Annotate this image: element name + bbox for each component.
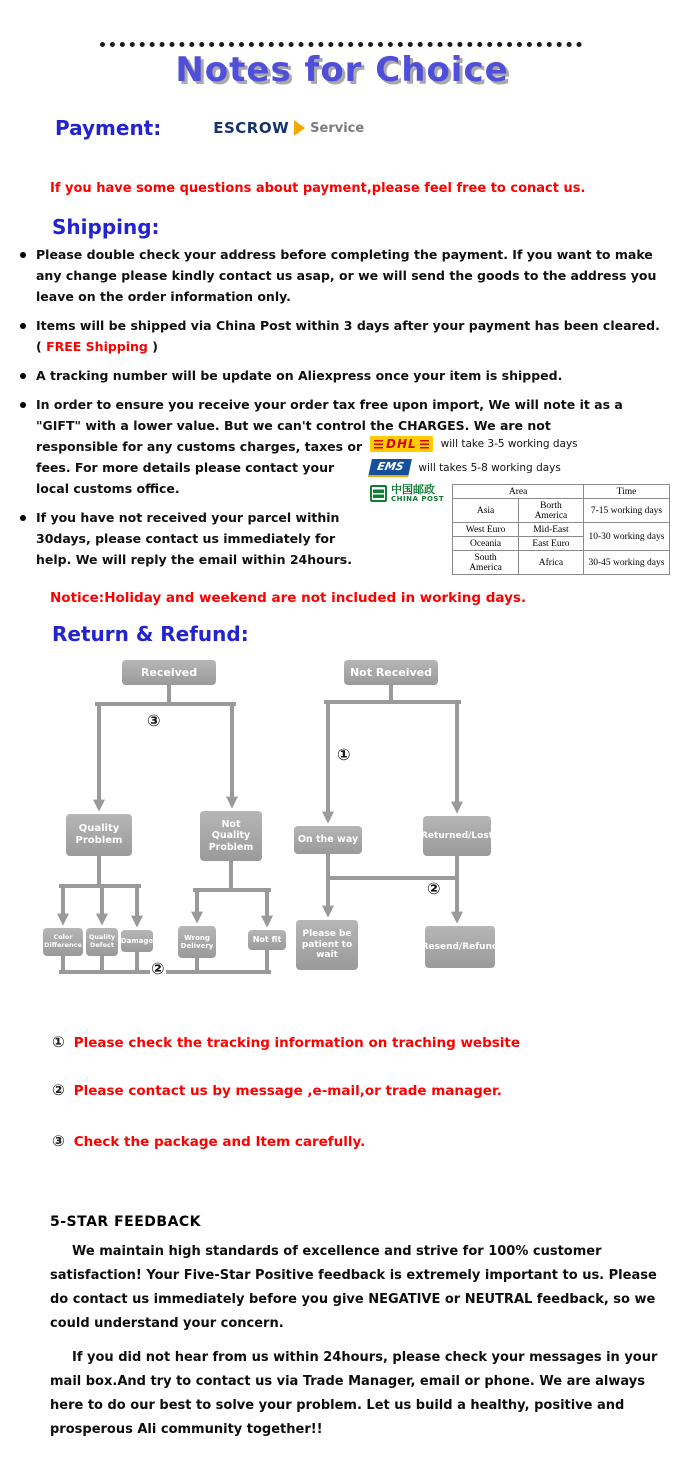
flow-node-not-fit: Not fit [248,930,286,950]
bullet-text [36,315,660,357]
paren-open: ( [36,339,47,354]
delivery-time-table [452,484,670,575]
table-cell: South America [453,551,519,575]
flow-node-on-the-way: On the way [294,826,362,854]
bullet-icon [20,252,26,258]
china-post-emblem-icon [370,485,387,502]
paren-close: ) [147,339,158,354]
list-item [20,365,670,386]
flow-marker-3: ③ [147,711,161,730]
dhl-logo-text: DHL [386,437,417,451]
flow-node-not-quality-problem: Not Quality Problem [200,811,262,861]
table-cell: Mid-East [518,523,583,537]
table-cell: Asia [453,499,519,523]
bullet-text: Please double check your address before completing the payment. If you want to make any change please kindly contact us asap, or we will send the goods to the address you leave on the order information only. [36,247,657,304]
return-refund-flowchart [0,656,684,1001]
note-number: ① [52,1033,65,1051]
bullet-icon [20,515,26,521]
escrow-service-label: Service [310,120,365,136]
dhl-delivery-note: will take 3-5 working days [440,438,578,450]
free-shipping-highlight: FREE Shipping [46,339,148,354]
numbered-note-1 [52,1033,520,1051]
bullet-icon [20,323,26,329]
china-post-name-en: CHINA POST [391,494,445,503]
note-text: Please check the tracking information on traching website [73,1035,521,1051]
bullet-text: If you have not received your parcel within 30days, please contact us immediately for help. We will reply the email within 24hours. [36,510,352,567]
dhl-logo-icon [370,436,433,452]
flow-node-not-received: Not Received [344,660,438,685]
table-cell: 10-30 working days [583,523,669,551]
escrow-logo-text: ESCROW [213,119,290,137]
table-cell: 7-15 working days [583,499,669,523]
table-header-row [453,485,670,499]
note-number: ③ [52,1132,65,1150]
ems-logo-icon: EMS [368,459,412,477]
flow-marker-2-right: ② [427,879,441,898]
flow-node-quality-defect: Quality Defect [86,928,118,956]
table-header-area: Area [453,485,584,499]
china-post-name [391,484,444,503]
bullet-icon [20,373,26,379]
ems-carrier-row [370,459,670,477]
dhl-stripes-icon [374,440,383,449]
table-cell: Oceania [453,537,519,551]
bullet-text-narrow: responsible for any customs charges, taxes or fees. For more details please contact your local customs office. [36,439,363,496]
dhl-stripes-icon [420,440,429,449]
payment-section [55,116,364,140]
return-refund-heading: Return & Refund: [52,622,249,646]
note-text: Check the package and Item carefully. [73,1134,366,1150]
feedback-paragraph-1: We maintain high standards of excellence and strive for 100% customer satisfaction! Your Five-Star Positive feedback is extremely important to us. Please do contact us immediately before you give NEGATIVE or NEUTRAL feedback, so we could understand your concern. [50,1244,657,1331]
bullet-text-main: Items will be shipped via China Post within 3 days after your payment has been cleared. [36,318,660,333]
note-text: Please contact us by message ,e-mail,or trade manager. [73,1083,502,1099]
feedback-paragraph-2: If you did not hear from us within 24hours, please check your messages in your mail box.And try to contact us via Trade Manager, email or phone. We are always here to do our best to solve your problem. Let us build a healthy, positive and prosperous Ali community together!! [50,1350,658,1437]
flow-node-resend-refund: Resend/Refund [425,926,495,968]
list-item [20,244,670,307]
feedback-title: 5-STAR FEEDBACK [50,1214,202,1230]
dhl-carrier-row [370,436,670,452]
table-cell: East Euro [518,537,583,551]
numbered-note-3 [52,1132,365,1150]
flow-marker-2-left: ② [151,959,165,978]
table-row [453,499,670,523]
escrow-arrow-icon [294,120,305,136]
flow-node-color-difference: Color Difference [43,928,83,956]
table-cell: 30-45 working days [583,551,669,575]
escrow-service-logo [213,119,364,137]
flow-node-damage: Damage [121,930,153,952]
bullet-text-wide: In order to ensure you receive your order tax free upon import, We will note it as a "GIFT" with a lower value. But we can't control the CHARGES. We are not [36,397,623,433]
dotted-divider [100,42,582,47]
numbered-note-2 [52,1081,502,1099]
table-cell: West Euro [453,523,519,537]
table-header-time: Time [583,485,669,499]
flow-node-wrong-delivery: Wrong Delivery [178,926,216,958]
logistics-panel [370,436,670,575]
flow-marker-1: ① [337,745,351,764]
bullet-text: A tracking number will be update on Aliexpress once your item is shipped. [36,368,563,383]
working-days-notice: Notice:Holiday and weekend are not included in working days. [50,590,527,606]
payment-note: If you have some questions about payment,please feel free to conact us. [50,181,586,196]
flow-node-quality-problem: Quality Problem [66,814,132,856]
table-cell: Borth America [518,499,583,523]
flow-node-received: Received [122,660,216,685]
china-post-row [370,484,670,575]
flow-node-returned-lost: Returned/Lost [423,816,491,856]
table-row [453,551,670,575]
china-post-name-cn: 中国邮政 [391,483,435,496]
note-number: ② [52,1081,65,1099]
table-row [453,523,670,537]
page-title: Notes for Choice [175,50,509,90]
shipping-heading: Shipping: [52,215,160,239]
flow-node-please-be-patient: Please be patient to wait [296,920,358,970]
list-item [20,315,670,357]
bullet-icon [20,402,26,408]
payment-label: Payment: [55,116,162,140]
ems-delivery-note: will takes 5-8 working days [418,462,561,474]
table-cell: Africa [518,551,583,575]
china-post-logo-icon [370,484,444,503]
feedback-section [50,1214,662,1442]
